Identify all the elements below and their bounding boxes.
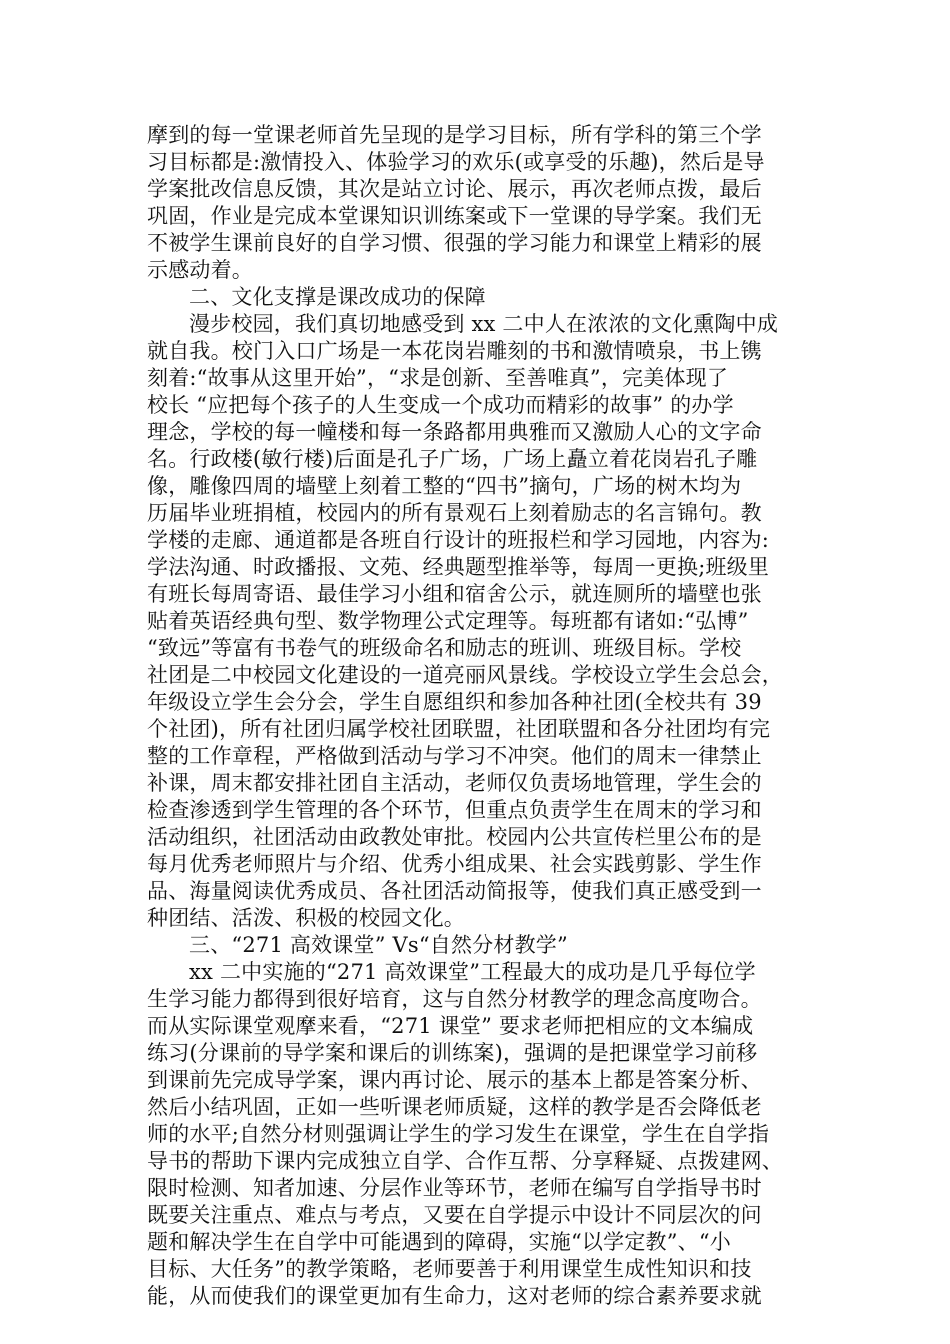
text-line: 二、文化支撑是课改成功的保障 — [189, 285, 486, 309]
text-line: 然后小结巩固，正如一些听课老师质疑，这样的教学是否会降低老 — [147, 1095, 762, 1119]
text-line: 品、海量阅读优秀成员、各社团活动简报等，使我们真正感受到一 — [147, 879, 762, 903]
text-line: 刻着:“故事从这里开始”，“求是创新、至善唯真”，完美体现了 — [147, 366, 729, 390]
text-line: 校长 “应把每个孩子的人生变成一个成功而精彩的故事” 的办学 — [147, 393, 734, 417]
text-line: 活动组织，社团活动由政教处审批。校园内公共宣传栏里公布的是 — [147, 825, 762, 849]
text-line: 社团是二中校园文化建设的一道亮丽风景线。学校设立学生会总会， — [147, 663, 783, 687]
text-line: 能，从而使我们的课堂更加有生命力，这对老师的综合素养要求就 — [147, 1284, 762, 1308]
document-page — [147, 122, 807, 1310]
text-line: “致远”等富有书卷气的班级命名和励志的班训、班级目标。学校 — [147, 636, 742, 660]
text-line: 每月优秀老师照片与介绍、优秀小组成果、社会实践剪影、学生作 — [147, 852, 762, 876]
text-line: 学案批改信息反馈，其次是站立讨论、展示，再次老师点拨，最后 — [147, 177, 762, 201]
text-line: 学法沟通、时政播报、文苑、经典题型推举等，每周一更换;班级里 — [147, 555, 770, 579]
text-line: 摩到的每一堂课老师首先呈现的是学习目标，所有学科的第三个学 — [147, 123, 762, 147]
text-line: 目标、大任务”的教学策略，老师要善于利用课堂生成性知识和技 — [147, 1257, 752, 1281]
text-line: 有班长每周寄语、最佳学习小组和宿舍公示，就连厕所的墙壁也张 — [147, 582, 762, 606]
text-line: 示感动着。 — [147, 258, 253, 282]
text-line: 习目标都是:激情投入、体验学习的欢乐(或享受的乐趣)，然后是导 — [147, 150, 765, 174]
text-line: 个社团)，所有社团归属学校社团联盟，社团联盟和各分社团均有完 — [147, 717, 771, 741]
text-line: 补课，周末都安排社团自主活动，老师仅负责场地管理，学生会的 — [147, 771, 762, 795]
text-line: 名。行政楼(敏行楼)后面是孔子广场，广场上矗立着花岗岩孔子雕 — [147, 447, 758, 471]
text-line: 贴着英语经典句型、数学物理公式定理等。每班都有诸如:“弘博” — [147, 609, 749, 633]
text-line: 历届毕业班捐植，校园内的所有景观石上刻着励志的名言锦句。教 — [147, 501, 762, 525]
text-line: 巩固，作业是完成本堂课知识训练案或下一堂课的导学案。我们无 — [147, 204, 762, 228]
text-line: 理念，学校的每一幢楼和每一条路都用典雅而又激励人心的文字命 — [147, 420, 762, 444]
text-line: 导书的帮助下课内完成独立自学、合作互帮、分享释疑、点拨建网、 — [147, 1149, 783, 1173]
text-line: 三、“271 高效课堂” Vs“自然分材教学” — [189, 933, 568, 957]
text-line: 生学习能力都得到很好培育，这与自然分材教学的理念高度吻合。 — [147, 987, 762, 1011]
text-line: 不被学生课前良好的自学习惯、很强的学习能力和课堂上精彩的展 — [147, 231, 762, 255]
text-line: 年级设立学生会分会，学生自愿组织和参加各种社团(全校共有 39 — [147, 690, 762, 714]
text-line: xx 二中实施的“271 高效课堂”工程最大的成功是几乎每位学 — [189, 960, 756, 984]
text-line: 既要关注重点、难点与考点，又要在自学提示中设计不同层次的问 — [147, 1203, 762, 1227]
text-line: 学楼的走廊、通道都是各班自行设计的班报栏和学习园地，内容为: — [147, 528, 770, 552]
text-line: 题和解决学生在自学中可能遇到的障碍，实施“以学定教”、“小 — [147, 1230, 732, 1254]
text-line: 就自我。校门入口广场是一本花岗岩雕刻的书和激情喷泉，书上镌 — [147, 339, 762, 363]
text-line: 漫步校园，我们真切地感受到 xx 二中人在浓浓的文化熏陶中成 — [189, 312, 779, 336]
text-line: 限时检测、知者加速、分层作业等环节，老师在编写自学指导书时 — [147, 1176, 762, 1200]
text-line: 检查渗透到学生管理的各个环节，但重点负责学生在周末的学习和 — [147, 798, 762, 822]
text-line: 到课前先完成导学案，课内再讨论、展示的基本上都是答案分析、 — [147, 1068, 762, 1092]
text-line: 而从实际课堂观摩来看，“271 课堂” 要求老师把相应的文本编成 — [147, 1014, 754, 1038]
text-line: 练习(分课前的导学案和课后的训练案)，强调的是把课堂学习前移 — [147, 1041, 758, 1065]
text-line: 像，雕像四周的墙壁上刻着工整的“四书”摘句，广场的树木均为 — [147, 474, 742, 498]
text-line: 整的工作章程，严格做到活动与学习不冲突。他们的周末一律禁止 — [147, 744, 762, 768]
text-line: 师的水平;自然分材则强调让学生的学习发生在课堂，学生在自学指 — [147, 1122, 770, 1146]
text-line: 种团结、活泼、积极的校园文化。 — [147, 906, 465, 930]
